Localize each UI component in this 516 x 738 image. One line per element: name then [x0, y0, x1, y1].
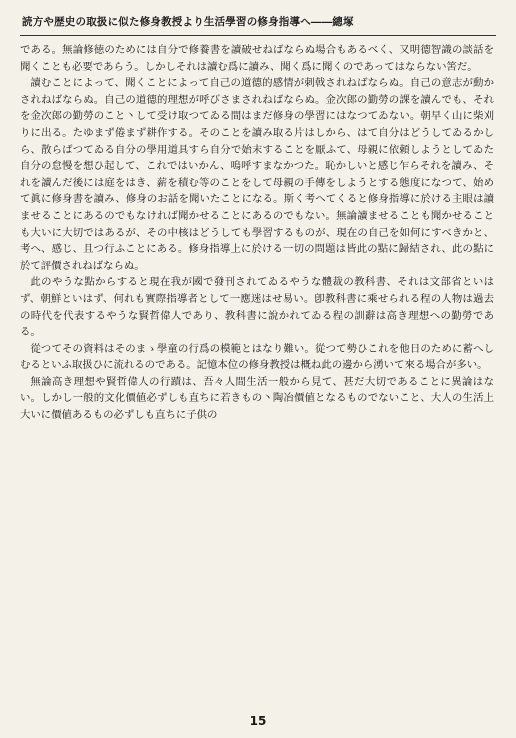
page-number: 15	[249, 714, 267, 728]
running-header: 読方や歴史の取扱に似た修身教授より生活學習の修身指導へ――總塚	[22, 16, 354, 28]
paragraph-3: 此のやうな點からすると現在我が國で發刊されてゐるやうな體裁の教科書、それは文部省といはず、朝鮮といはず、何れも實際指導者として一應迷はせ易い。卽教科書に乘せられる程の人物は過去の時代を代表するやうな賢哲偉人であり、教科書に說かれてゐる程の訓辭は高き理想への勤勞である。	[20, 276, 494, 339]
paragraph-1: である。無論修徳のためには自分で修養書を讀破せねばならぬ場合もあるべく、又明德智識の談話を聞くことも必要であらう。しかしそれは讀む爲に讀み、聞く爲に聞くのであってはならない筈だ。	[20, 44, 494, 73]
header-rule	[20, 35, 496, 36]
paragraph-5: 無論高き理想や賢哲偉人の行蹟は、吾々人間生活一般から見て、甚だ大切であることに異論はない。しかし一般的文化價値必ずしも直ちに若きもの丶陶冶價値となるものでないこと、大人の生活上大いに價値あるもの必ずしも直ちに子供の	[20, 375, 494, 422]
paragraph-2: 讀むことによって、聞くことによって自己の道德的感情が刺戟されねばならぬ。自己の意志が動かされねばならぬ。自己の道德的理想が呼びさまされねばならぬ。金次郎の勤勞の課を讀んでも、それを金次郎の勤勞のこと丶して受け取つてゐる間はまだ修身の學習にはなつてゐない。朝早く山に柴刈りに出る。たゆまず倦まず耕作する。そのことを讀み取る片はしから、はて自分はどうしてゐるかしら、散らばつてゐる自分の學用道具すら自分で始末することを厭ふて、母親に依頼しようとしてゐた自分の怠慢を想ひ起して、これではいかん、嗚呼すまなかつた。恥かしいと感じ乍らそれを讀み、それを讀んだ後には庭をはき、薪を積む等のことをして母親の手傳をしようとする態度になつて、始めて眞に修身書を讀み、修身のお話を聞いたことになる。斯く考へてくると修身指導に於ける主眼は讀ませることにあるのでもなければ聞かせることにあるのでもない。無論讀ませることも聞かせることも大いに大切ではあるが、その中核はどうしても學習するものが、現在の自己を如何にすべきかと、考へ、感じ、且つ行ふことにある。修身指導上に於ける一切の問題は皆此の點に歸結され、此の點に於て評價されねばならぬ。	[20, 77, 494, 272]
body-text	[20, 42, 494, 707]
paragraph-4: 從つてその資料はそのまゝ學童の行爲の模範とはなり難い。從つて勢ひこれを他日のために蓄へしむるといふ取扱ひに流れるのである。記憶本位の修身教授は概ね此の邊から湧いて來る場合が多い。	[20, 342, 494, 372]
